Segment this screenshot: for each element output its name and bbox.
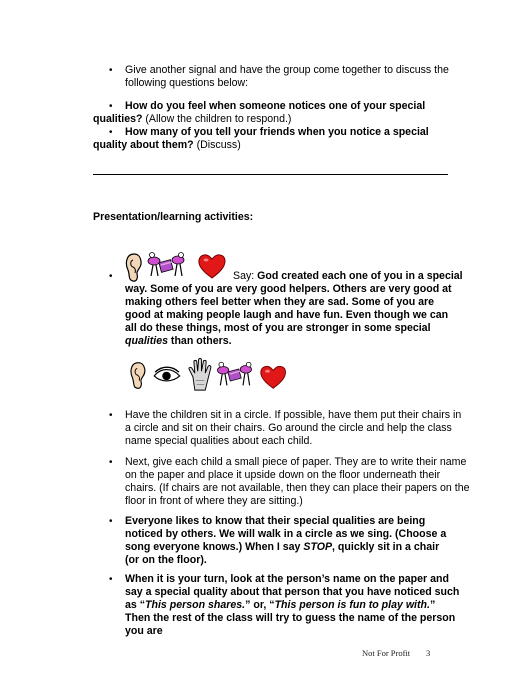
say-body-end: than others.: [167, 335, 232, 347]
activity-2: Next, give each child a small piece of paper. They are to write their name on the paper and place it upside down on the floor underneath their chairs. (If chairs are not available, then they can place their papers on the floor in front of where they are sitting.): [125, 456, 470, 507]
question-2-note: (Discuss): [193, 139, 241, 151]
activity-3-text: Everyone likes to know that their special qualities are being noticed by others. We will walk in a circle as we sing. (Choose a song everyone knows.) When I say: [125, 515, 447, 553]
question-2: [93, 126, 455, 152]
heart-icon: [199, 255, 225, 278]
children-gift-icon: [218, 362, 252, 385]
activity-4-italic-2: This person is fun to play with.: [274, 599, 430, 611]
bullet: •: [109, 457, 113, 468]
heart-icon: [261, 366, 286, 388]
activity-3-italic: STOP: [303, 541, 333, 553]
activity-3: [125, 515, 455, 567]
question-1: [93, 100, 455, 126]
ear-icon: [131, 363, 145, 389]
activity-1: Have the children sit in a circle. If possible, have them put their chairs in a circle and sit on their chairs. Go around the circle and help the class name special qualities about each child.: [125, 409, 462, 447]
page-number: 3: [426, 648, 431, 658]
bullet: •: [109, 410, 113, 421]
say-paragraph: [125, 283, 455, 348]
activity-4-text: When it is your turn, look at the person’s name on the paper and say a special quality about that person that you have noticed such as “: [125, 573, 460, 611]
bullet: •: [109, 101, 113, 112]
activity-4-end: ” Then the rest of the class will try to guess the name of the person you are: [125, 599, 456, 637]
activity-4-italic-1: This person shares.: [145, 599, 246, 611]
bullet: •: [109, 574, 113, 585]
bullet: •: [109, 127, 113, 138]
bullet: •: [109, 271, 113, 282]
bullet: •: [109, 516, 113, 527]
ear-icon: [126, 254, 141, 281]
activity-3-end: , quickly sit in a chair (or on the floor).: [125, 541, 440, 566]
footer-text: Not For Profit: [362, 648, 411, 658]
horizontal-rule: [93, 174, 448, 175]
say-label: Say:: [233, 270, 258, 282]
question-1-note: (Allow the children to respond.): [142, 113, 292, 125]
say-body-italic: qualities: [125, 335, 168, 347]
activity-4-mid: ” or, “: [245, 599, 275, 611]
question-2-bold: How many of you tell your friends when you notice a special quality about them?: [93, 126, 429, 151]
instruction-paragraph: Give another signal and have the group come together to discuss the following questions below:: [125, 64, 449, 89]
hand-icon: [189, 358, 211, 390]
icon-row-2: [124, 358, 294, 392]
children-gift-icon: [148, 253, 184, 277]
say-body: way. Some of you are very good helpers. Others are very good at making others feel better when they are sad. Some of you are good at making people laugh and have fun. Even though we can all do these things, most of you are stronger in some special: [125, 283, 452, 334]
icon-row-1: [124, 250, 228, 284]
eye-icon: [154, 367, 180, 381]
activity-4: [125, 573, 460, 638]
say-line-1: God created each one of you in a special: [257, 270, 463, 282]
say-first-line: [233, 270, 463, 283]
section-heading: Presentation/learning activities:: [93, 211, 254, 223]
question-1-bold: How do you feel when someone notices one of your special qualities?: [93, 100, 426, 125]
bullet: •: [109, 65, 113, 76]
